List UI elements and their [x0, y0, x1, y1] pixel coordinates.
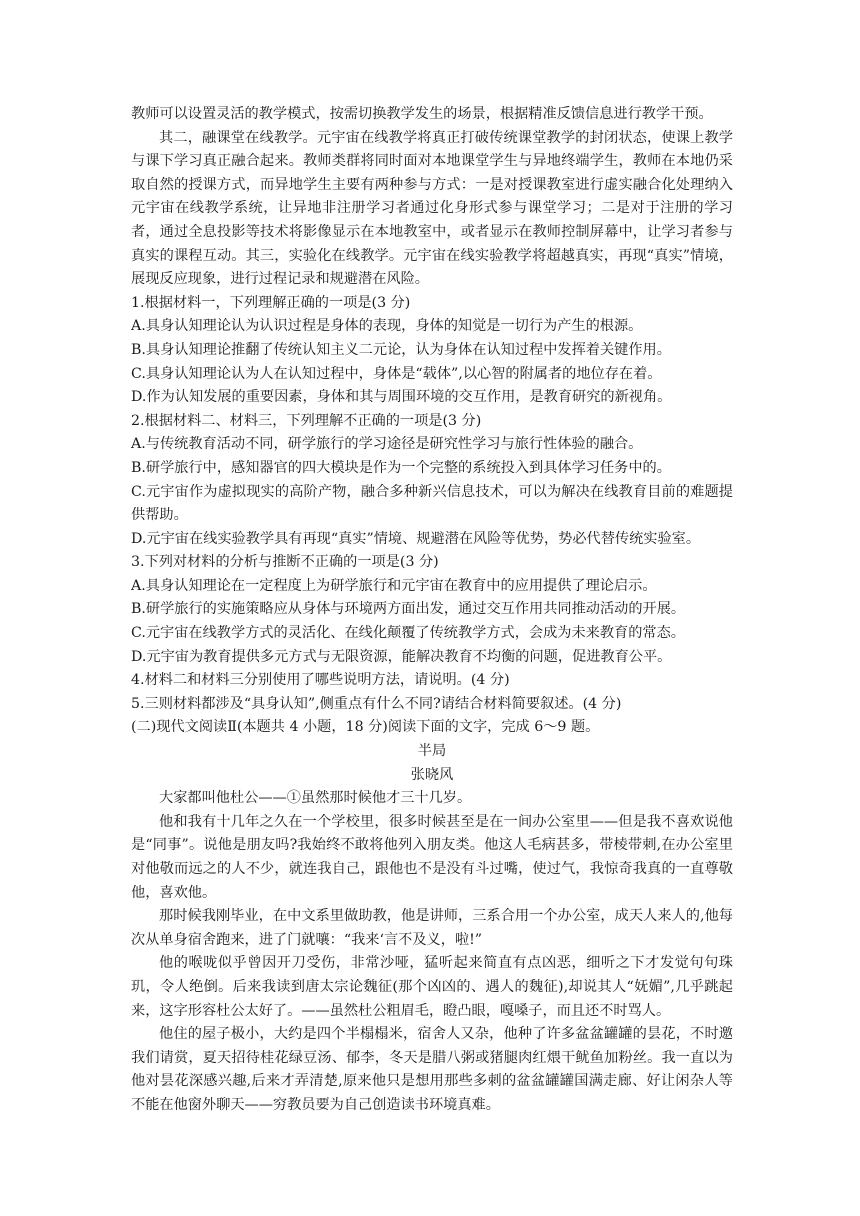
- option-c: C.元宇宙在线教学方式的灵活化、在线化颠覆了传统教学方式，会成为未来教育的常态。: [131, 625, 685, 642]
- option-b: B.研学旅行的实施策略应从身体与环境两方面出发，通过交互作用共同推动活动的开展。: [131, 601, 686, 618]
- story-paragraph: 他住的屋子极小，大约是四个半榻榻米，宿舍人又杂，他种了许多盆盆罐罐的昙花，不时邀我们请赏，夏天招待桂花绿豆汤、郁李，冬天是腊八粥或猪腿肉红煨干鱿鱼加粉丝。我一直以为他对昙花深感兴趣,后来才弄清楚,原来他只是想用那些多刺的盆盆罐罐国满走廊、好让闲杂人等不能在他窗外聊天——穷教员要为自己创造读书环境真难。: [131, 1026, 733, 1113]
- text-column: [131, 103, 733, 1118]
- option-d: D.元宇宙为教育提供多元方式与无限资源，能解决教育不均衡的问题，促进教育公平。: [131, 648, 672, 665]
- option-a: A.与传统教育活动不同，研学旅行的学习途径是研究性学习与旅行性体验的融合。: [131, 436, 643, 453]
- question-2: [131, 410, 733, 552]
- question-1: [131, 292, 733, 410]
- material-tail: 教师可以设置灵活的教学模式，按需切换教学发生的场景，根据精准反馈信息进行教学干预。: [131, 106, 713, 122]
- story-title: 半局: [417, 743, 447, 760]
- story-paragraph: 大家都叫他杜公——①虽然那时候他才三十几岁。: [159, 790, 472, 807]
- question-3: [131, 551, 733, 669]
- option-d: D.元宇宙在线实验教学具有再现“真实”情境、规避潜在风险等优势，势必代替传统实验室。: [131, 530, 701, 547]
- material-paragraph: 其二，融课堂在线教学。元宇宙在线教学将真正打破传统课堂教学的封闭状态，使课上教学与课下学习真正融合起来。教师类群将同时面对本地课堂学生与异地终端学生，教师在本地仍采取自然的授课方式，而异地学生主要有两种参与方式：一是对授课教室进行虚实融合化处理纳入元宇宙在线教学系统，让异地非注册学习者通过化身形式参与课堂学习；二是对于注册的学习者，通过全息投影等技术将影像显示在本地教室中，或者显示在教师控制屏幕中，让学习者参与真实的课程互动。其三，实验化在线教学。元宇宙在线实验教学将超越真实，再现“真实”情境，展现反应现象，进行过程记录和规避潜在风险。: [131, 129, 733, 288]
- story-paragraph: 他的喉咙似乎曾因开刀受伤，非常沙哑，猛听起来简直有点凶恶，细听之下才发觉句句珠玑，令人绝倒。后来我读到唐太宗论魏征(那个凶凶的、遇人的魏征),却说其人“妩媚”,几乎跳起来，这字形容杜公太好了。——虽然杜公粗眉毛，瞪凸眼，嘎嗓子，而且还不时骂人。: [131, 955, 733, 1019]
- question-stem: 2.根据材料二、材料三，下列理解不正确的一项是(3 分): [131, 412, 482, 429]
- question-4: 4.材料二和材料三分别使用了哪些说明方法，请说明。(4 分): [131, 672, 510, 689]
- option-b: B.研学旅行中，感知器官的四大模块是作为一个完整的系统投入到具体学习任务中的。: [131, 459, 671, 476]
- question-5: 5.三则材料都涉及“具身认知”,侧重点有什么不同?请结合材料简要叙述。(4 分): [131, 695, 622, 712]
- section-heading: (二)现代文阅读Ⅱ(本题共 4 小题，18 分)阅读下面的文字，完成 6～9 题。: [131, 719, 600, 736]
- story-paragraph: 那时候我刚毕业，在中文系里做助教，他是讲师，三系合用一个办公室，成天人来人的,他每次从单身宿舍跑来，进了门就嚷：“我来‘言不及义，啦!”: [131, 908, 733, 948]
- option-a: A.具身认知理论在一定程度上为研学旅行和元宇宙在教育中的应用提供了理论启示。: [131, 577, 657, 594]
- option-d: D.作为认知发展的重要因素，身体和其与周围环境的交互作用，是教育研究的新视角。: [131, 389, 672, 406]
- option-b: B.具身认知理论推翻了传统认知主义二元论，认为身体在认知过程中发挥着关键作用。: [131, 341, 671, 358]
- question-stem: 1.根据材料一，下列理解正确的一项是(3 分): [131, 294, 411, 311]
- option-c: C.具身认知理论认为人在认知过程中，身体是“载体”,以心智的附属者的地位存在着。: [131, 365, 662, 382]
- option-a: A.具身认知理论认为认识过程是身体的表现，身体的知觉是一切行为产生的根源。: [131, 318, 643, 335]
- question-stem: 3.下列对材料的分析与推断不正确的一项是(3 分): [131, 554, 439, 571]
- story-paragraph: 他和我有十几年之久在一个学校里，很多时候甚至是在一间办公室里——但是我不喜欢说他是“同事”。说他是朋友吗?我始终不敢将他列入朋友类。他这人毛病甚多，带棱带刺,在办公室里对他敬而远之的人不少，就连我自己，跟他也不是没有斗过嘴，使过气，我惊奇我真的一直尊敬他，喜欢他。: [131, 813, 733, 901]
- option-c: C.元宇宙作为虚拟现实的高阶产物，融合多种新兴信息技术，可以为解决在线教育目前的难题提供帮助。: [131, 483, 733, 524]
- story-author: 张晓风: [410, 766, 454, 783]
